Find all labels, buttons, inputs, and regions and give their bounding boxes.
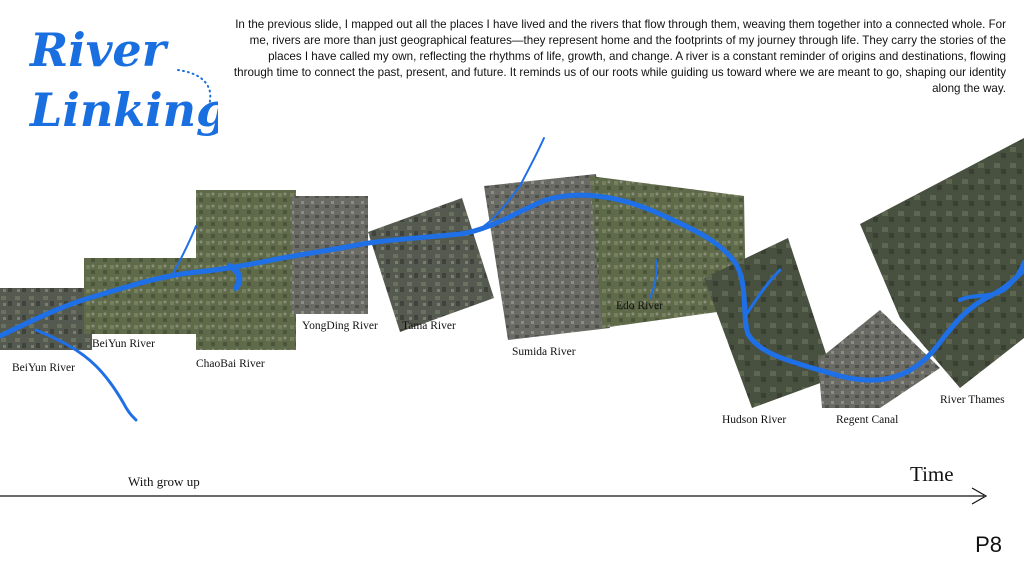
river-label-hudson: Hudson River: [722, 414, 787, 426]
title-line-2: Linking: [30, 83, 218, 137]
map-tiles: [0, 138, 1024, 408]
map-tile-beiyun-1: [0, 288, 92, 350]
river-label-sumida: Sumida River: [512, 346, 576, 358]
title-line-1: River: [30, 23, 166, 77]
timeline-right-label: Time: [910, 462, 954, 486]
river-label-tama: Tama River: [402, 320, 456, 332]
intro-paragraph: In the previous slide, I mapped out all the places I have lived and the rivers that flow through them, weaving them together into a connected whole. For me, rivers are more than just geographical features—they represent home and the footprints of my journey through life. They carry the stories of the places I have called my own, reflecting the rhythms of life, growth, and change. A river is a constant reminder of origins and destinations, flowing through time to connect the past, present, and future. It reminds us of our roots while guiding us toward where we are meant to go, shaping our identity along the way.: [233, 18, 1006, 95]
river-label-regent: Regent Canal: [836, 414, 899, 426]
river-label-chaobai: ChaoBai River: [196, 358, 265, 370]
river-label-beiyun-1: BeiYun River: [12, 362, 75, 374]
river-label-beiyun-2: BeiYun River: [92, 338, 155, 350]
river-label-thames: River Thames: [940, 394, 1005, 406]
river-label-edo: Edo River: [616, 300, 663, 312]
timeline-arrow: [0, 486, 1000, 506]
timeline-left-label: With grow up: [128, 474, 200, 489]
river-label-yongding: YongDing River: [302, 320, 378, 332]
map-tile-tama: [368, 198, 494, 332]
page-number: P8: [975, 532, 1002, 557]
